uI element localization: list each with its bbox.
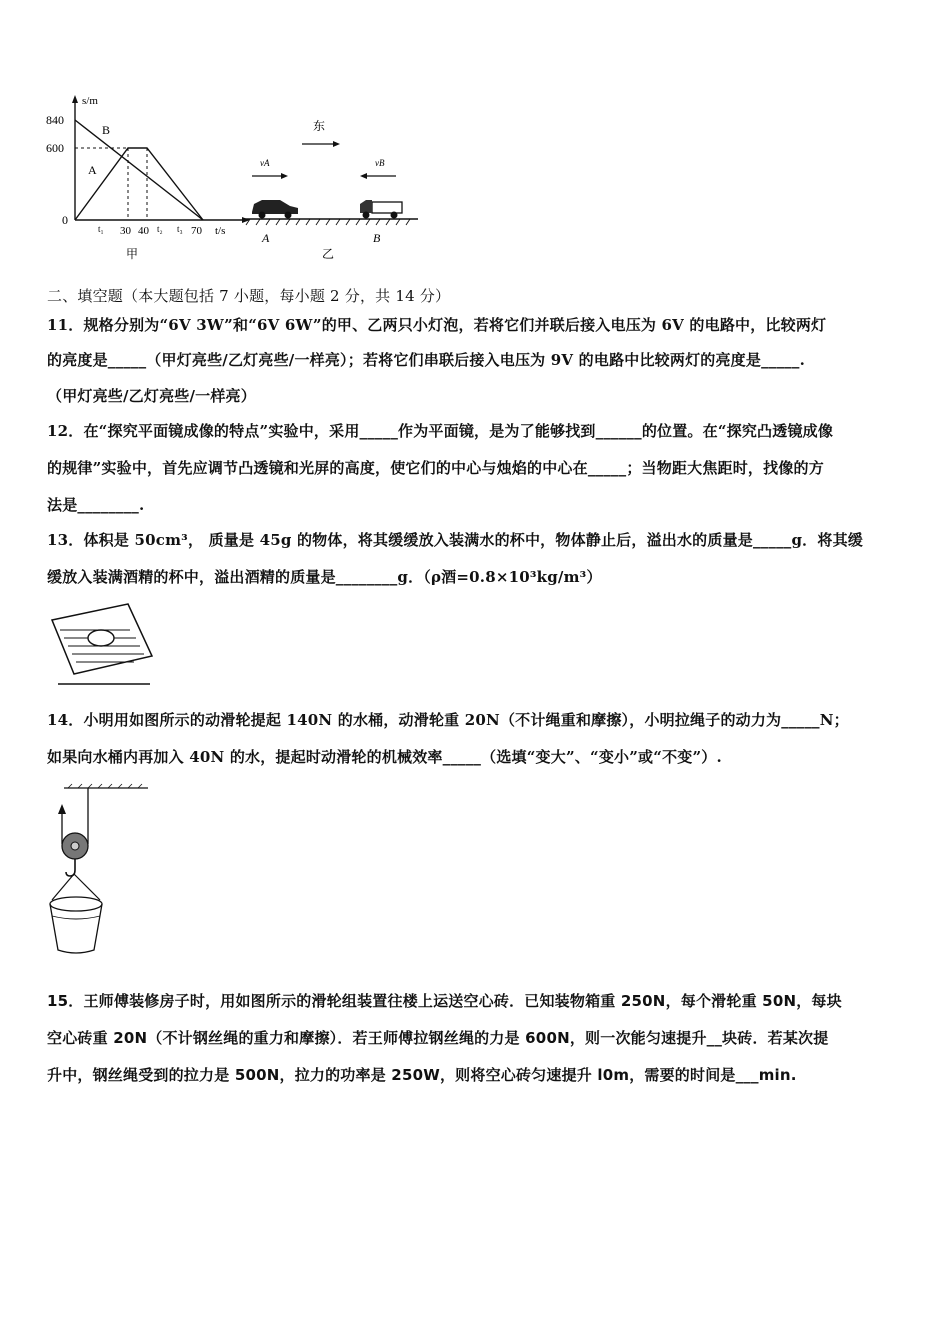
q15-line1: 15．王师傅装修房子时，用如图所示的滑轮组装置往楼上运送空心砖．已知装物箱重 250N，每个滑轮重 50N，每块 [47,992,842,1010]
q12-line1: 12．在“探究平面镜成像的特点”实验中，采用_____作为平面镜，是为了能够找到______的位置。在“探究凸透镜成像 [47,422,834,440]
y-tick-600: 600 [46,141,64,155]
x-tick-t3: t₃ [177,224,183,234]
q13-line1: 13．体积是 50cm³， 质量是 45g 的物体，将其缓缓放入装满水的杯中，物体静止后，溢出水的质量是_____g．将其缓 [47,531,863,549]
st-graph-figure [40,92,260,272]
bucket-handle-left [52,874,74,900]
q13-line2: 缓放入装满酒精的杯中，溢出酒精的质量是________g．（ρ酒=0.8×10³kg/m³） [47,568,602,586]
vehicles-figure [240,118,430,263]
pull-arrow-icon [58,804,66,814]
east-arrow-head [333,141,340,147]
ground-hatching [246,219,410,225]
q13-figure [44,598,164,690]
bucket-icon [50,897,102,953]
q11-line1: 11．规格分别为“6V 3W”和“6V 6W”的甲、乙两只小灯泡，若将它们并联后接入电压为 6V 的电路中，比较两灯 [47,316,827,334]
va-label: vA [260,158,270,168]
y-tick-0: 0 [62,213,68,227]
q12-line2: 的规律”实验中，首先应调节凸透镜和光屏的高度，使它们的中心与烛焰的中心在_____；当物距大焦距时，找像的方 [47,459,824,477]
hook-icon [66,859,75,876]
point-b-label: B [373,231,381,245]
y-axis-label: s/m [82,95,98,107]
y-axis-arrow [72,95,78,103]
q11-line2: 的亮度是_____（甲灯亮些/乙灯亮些/一样亮）；若将它们串联后接入电压为 9V 的电路中比较两灯的亮度是_____. [47,351,806,369]
point-a-label: A [262,231,270,245]
line-a [75,148,203,220]
line-b-label: B [102,123,111,137]
x-tick-t1: t₁ [98,224,104,234]
x-tick-40: 40 [138,225,149,237]
vb-label: vB [375,158,385,168]
graph-caption: 甲 [126,247,139,261]
x-tick-t2: t₂ [157,224,163,234]
line-a-label: A [88,163,97,177]
q15-line2: 空心砖重 20N（不计钢丝绳的重力和摩擦）．若王师傅拉钢丝绳的力是 600N，则一次能匀速提升__块砖．若某次提 [47,1029,829,1047]
q14-figure [44,782,154,960]
x-axis-label: t/s [215,225,226,237]
x-tick-70: 70 [191,225,202,237]
section-heading: 二、填空题（本大题包括 7 小题，每小题 2 分，共 14 分） [47,287,451,305]
vb-arrow-head [360,173,367,179]
va-arrow-head [281,173,288,179]
direction-label: 东 [313,119,326,133]
q12-line3: 法是________. [47,496,145,514]
floating-object [88,630,114,646]
pulley-axle [71,842,79,850]
truck-b-icon [360,200,402,219]
q15-line3: 升中，钢丝绳受到的拉力是 500N，拉力的功率是 250W，则将空心砖匀速提升 l0m，需要的时间是___min. [47,1066,797,1084]
scene-caption: 乙 [322,247,335,261]
y-tick-840: 840 [46,113,64,127]
q11-line3: （甲灯亮些/乙灯亮些/一样亮） [47,387,256,405]
car-a-icon [252,200,298,219]
q14-line1: 14．小明用如图所示的动滑轮提起 140N 的水桶，动滑轮重 20N（不计绳重和摩擦），小明拉绳子的动力为_____N； [47,711,849,729]
x-tick-30: 30 [120,225,131,237]
q14-line2: 如果向水桶内再加入 40N 的水，提起时动滑轮的机械效率_____（选填“变大”、“变小”或“不变”）. [47,748,722,766]
bucket-handle-right [74,874,100,900]
